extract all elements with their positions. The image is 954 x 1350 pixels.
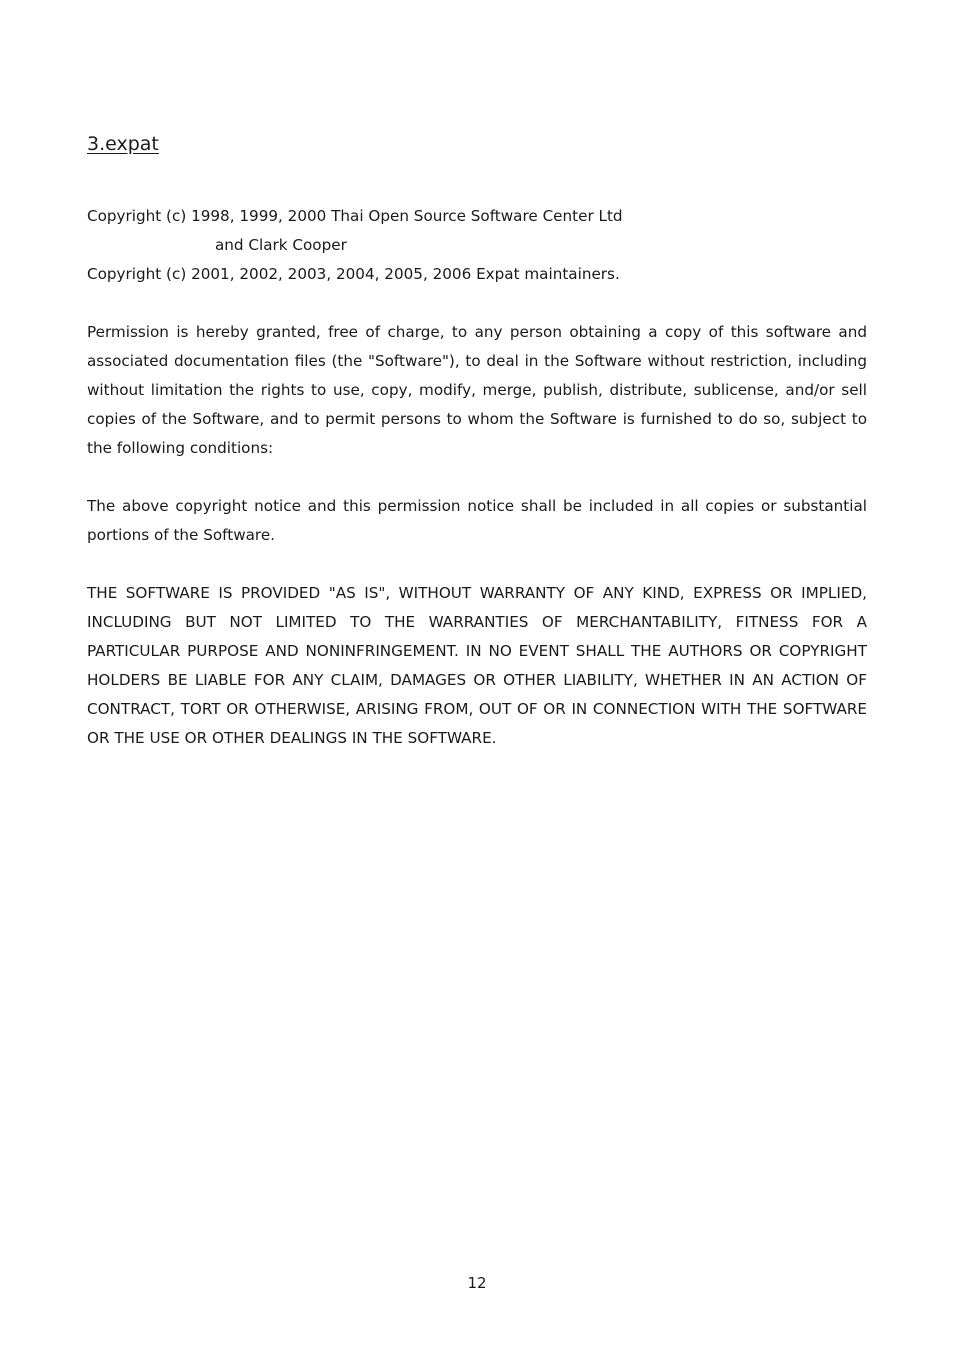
copyright-line-1: Copyright (c) 1998, 1999, 2000 Thai Open Source Software Center Ltd — [87, 207, 623, 225]
copyright-block — [87, 202, 867, 289]
page-number: 12 — [467, 1274, 487, 1292]
section-title: 3.expat — [87, 133, 159, 155]
license-content — [87, 202, 867, 782]
warranty-paragraph: THE SOFTWARE IS PROVIDED "AS IS", WITHOUT WARRANTY OF ANY KIND, EXPRESS OR IMPLIED, INCLUDING BUT NOT LIMITED TO THE WARRANTIES OF MERCHANTABILITY, FITNESS FOR A PARTICULAR PURPOSE AND NONINFRINGEMENT. IN NO EVENT SHALL THE AUTHORS OR COPYRIGHT HOLDERS BE LIABLE FOR ANY CLAIM, DAMAGES OR OTHER LIABILITY, WHETHER IN AN ACTION OF CONTRACT, TORT OR OTHERWISE, ARISING FROM, OUT OF OR IN CONNECTION WITH THE SOFTWARE OR THE USE OR OTHER DEALINGS IN THE SOFTWARE. — [87, 584, 867, 747]
copyright-line-2: and Clark Cooper — [215, 236, 347, 254]
copyright-line-3: Copyright (c) 2001, 2002, 2003, 2004, 2005, 2006 Expat maintainers. — [87, 265, 620, 283]
notice-paragraph: The above copyright notice and this permission notice shall be included in all copies or substantial portions of the Software. — [87, 497, 867, 544]
permission-paragraph: Permission is hereby granted, free of charge, to any person obtaining a copy of this software and associated documentation files (the "Software"), to deal in the Software without restriction, including without limitation the rights to use, copy, modify, merge, publish, distribute, sublicense, and/or sell copies of the Software, and to permit persons to whom the Software is furnished to do so, subject to the following conditions: — [87, 323, 867, 457]
